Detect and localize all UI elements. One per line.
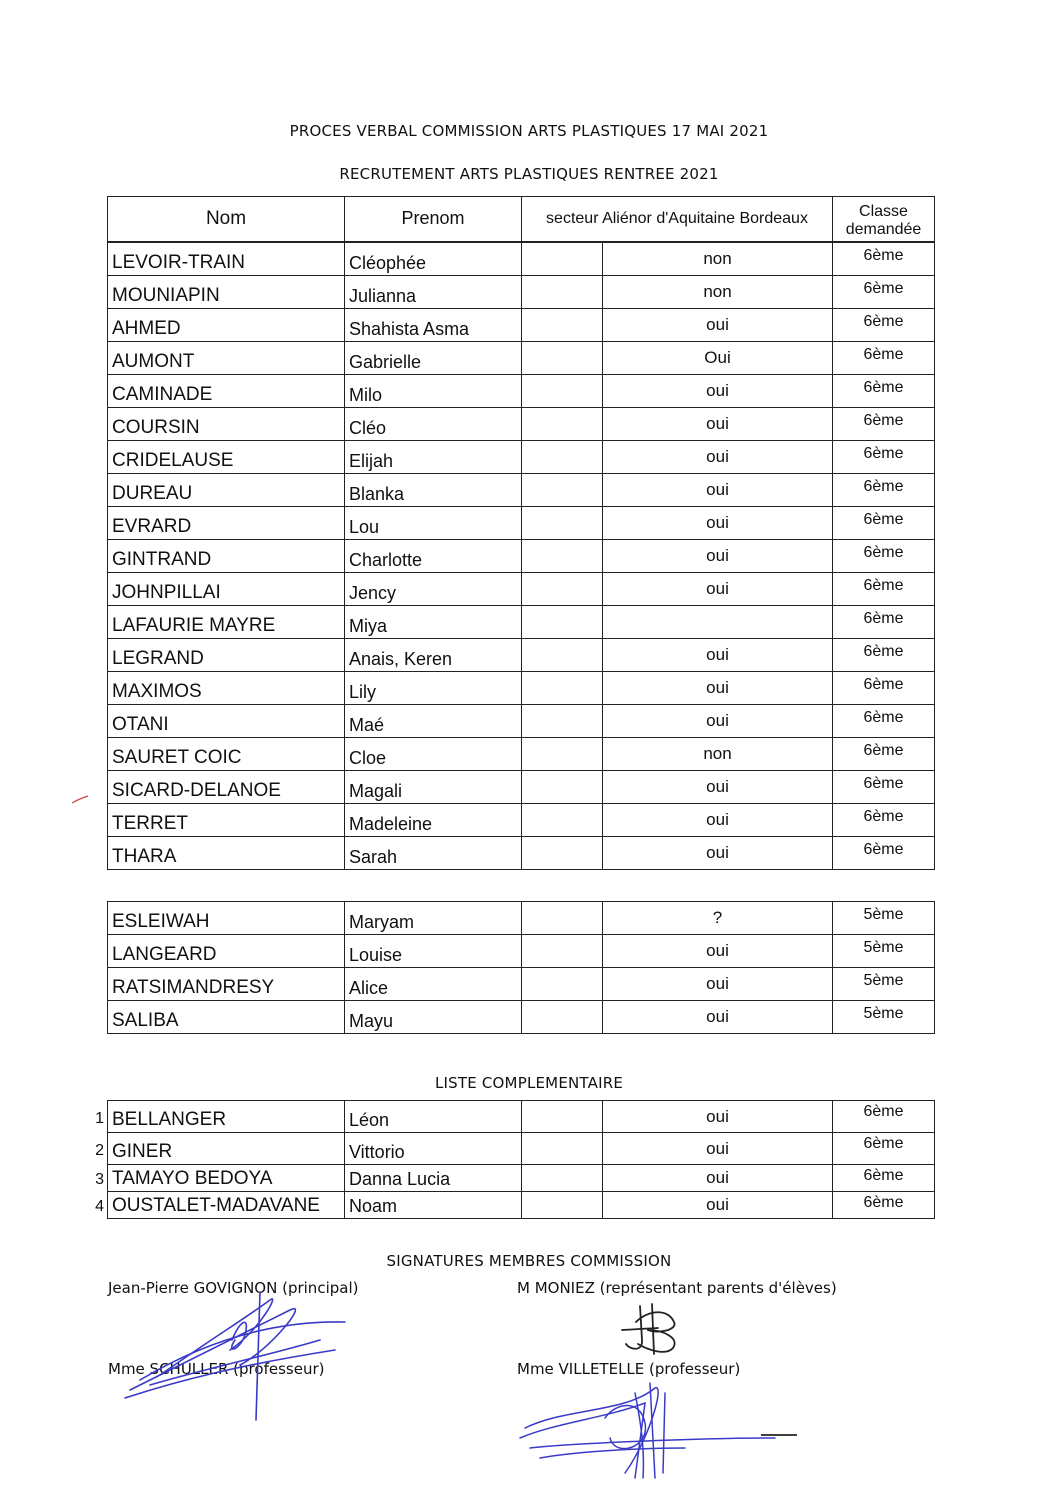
cell-secteur: oui [603,704,833,737]
cell-prenom: Louise [345,935,522,968]
cell-nom: GINER [108,1133,345,1165]
cell-secteur: oui [603,473,833,506]
header-prenom: Prenom [345,197,522,243]
table-row [108,638,935,671]
cell-nom: AHMED [108,308,345,341]
cell-nom: LEGRAND [108,638,345,671]
cell-prenom: Danna Lucia [345,1165,522,1192]
cell-classe: 6ème [833,704,935,737]
cell-secteur: oui [603,770,833,803]
cell-nom: ESLEIWAH [108,902,345,935]
signature-villetelle-image [505,1378,805,1488]
table-row [108,572,935,605]
header-classe-line1: Classe [859,203,908,220]
signatory-principal: Jean-Pierre GOVIGNON (principal) [108,1279,359,1297]
cell-blank [522,803,603,836]
cell-nom: CRIDELAUSE [108,440,345,473]
complementary-list-table [107,1100,935,1219]
cell-blank [522,1001,603,1034]
cell-secteur: ? [603,902,833,935]
cell-nom: OUSTALET-MADAVANE [108,1192,345,1219]
cell-secteur: oui [603,935,833,968]
cell-classe: 5ème [833,902,935,935]
cell-classe: 6ème [833,1192,935,1219]
table-row [108,836,935,869]
recruitment-table-6eme [107,196,935,870]
table-row [108,1192,935,1219]
cell-secteur: oui [603,803,833,836]
cell-classe: 6ème [833,407,935,440]
cell-classe: 6ème [833,374,935,407]
cell-secteur: oui [603,572,833,605]
cell-classe: 6ème [833,341,935,374]
cell-secteur: oui [603,1001,833,1034]
signature-moniez-image [618,1300,688,1360]
table-row [108,341,935,374]
cell-blank [522,308,603,341]
rank-number: 1 [95,1110,104,1127]
cell-secteur: non [603,737,833,770]
cell-prenom: Noam [345,1192,522,1219]
cell-nom: OTANI [108,704,345,737]
header-nom: Nom [108,197,345,243]
cell-secteur: oui [603,671,833,704]
cell-blank [522,1165,603,1192]
cell-blank [522,506,603,539]
complementary-list-title: LISTE COMPLEMENTAIRE [434,1074,624,1092]
signatory-villetelle: Mme VILLETELLE (professeur) [517,1360,741,1378]
rank-number: 3 [95,1171,104,1188]
table-row [108,671,935,704]
cell-prenom: Vittorio [345,1133,522,1165]
cell-prenom: Gabrielle [345,341,522,374]
cell-classe: 6ème [833,638,935,671]
cell-classe: 6ème [833,1165,935,1192]
cell-nom: MOUNIAPIN [108,275,345,308]
cell-nom: LANGEARD [108,935,345,968]
cell-nom: MAXIMOS [108,671,345,704]
header-classe [833,197,935,243]
cell-secteur: oui [603,506,833,539]
cell-prenom: Elijah [345,440,522,473]
cell-prenom: Mayu [345,1001,522,1034]
signatory-schuller: Mme SCHULLER (professeur) [108,1360,325,1378]
cell-classe: 6ème [833,836,935,869]
cell-classe: 6ème [833,242,935,275]
table-row [108,275,935,308]
cell-nom: CAMINADE [108,374,345,407]
cell-blank [522,341,603,374]
cell-blank [522,770,603,803]
table-row [108,1133,935,1165]
table-row [108,902,935,935]
cell-nom: RATSIMANDRESY [108,968,345,1001]
table-row [108,242,935,275]
cell-nom: SICARD-DELANOE [108,770,345,803]
table-row [108,506,935,539]
cell-classe: 6ème [833,671,935,704]
cell-blank [522,1133,603,1165]
cell-secteur: oui [603,1101,833,1133]
cell-secteur [603,605,833,638]
cell-classe: 6ème [833,605,935,638]
table-row [108,407,935,440]
table-row [108,473,935,506]
table-header-row [108,197,935,243]
header-classe-line2: demandée [845,221,922,238]
table-row [108,440,935,473]
cell-blank [522,935,603,968]
cell-nom: BELLANGER [108,1101,345,1133]
cell-secteur: oui [603,407,833,440]
table-row [108,968,935,1001]
cell-secteur: oui [603,539,833,572]
cell-blank [522,407,603,440]
cell-blank [522,374,603,407]
cell-classe: 6ème [833,770,935,803]
cell-prenom: Sarah [345,836,522,869]
table-row [108,704,935,737]
cell-classe: 6ème [833,506,935,539]
cell-secteur: non [603,242,833,275]
cell-classe: 6ème [833,308,935,341]
cell-prenom: Miya [345,605,522,638]
signature-principal-schuller-image [120,1280,360,1420]
cell-nom: GINTRAND [108,539,345,572]
cell-blank [522,572,603,605]
cell-prenom: Cloe [345,737,522,770]
table-row [108,803,935,836]
cell-blank [522,605,603,638]
recruitment-table-5eme [107,901,935,1034]
cell-nom: JOHNPILLAI [108,572,345,605]
cell-blank [522,1192,603,1219]
cell-nom: SALIBA [108,1001,345,1034]
cell-classe: 6ème [833,737,935,770]
cell-nom: SAURET COIC [108,737,345,770]
header-secteur: secteur Aliénor d'Aquitaine Bordeaux [522,197,833,243]
cell-classe: 6ème [833,440,935,473]
cell-blank [522,836,603,869]
cell-secteur: non [603,275,833,308]
cell-prenom: Maé [345,704,522,737]
cell-prenom: Alice [345,968,522,1001]
cell-secteur: oui [603,1165,833,1192]
cell-nom: COURSIN [108,407,345,440]
cell-blank [522,275,603,308]
cell-secteur: oui [603,1192,833,1219]
cell-secteur: Oui [603,341,833,374]
cell-classe: 6ème [833,1101,935,1133]
cell-classe: 6ème [833,539,935,572]
cell-blank [522,473,603,506]
cell-classe: 6ème [833,1133,935,1165]
table-row [108,374,935,407]
cell-secteur: oui [603,308,833,341]
cell-prenom: Cléo [345,407,522,440]
cell-prenom: Maryam [345,902,522,935]
document-title: PROCES VERBAL COMMISSION ARTS PLASTIQUES 17 MAI 2021 [289,122,769,140]
cell-prenom: Blanka [345,473,522,506]
cell-classe: 6ème [833,803,935,836]
table-row [108,1101,935,1133]
cell-prenom: Anais, Keren [345,638,522,671]
signatory-parents: M MONIEZ (représentant parents d'élèves) [517,1279,837,1297]
cell-prenom: Jency [345,572,522,605]
cell-prenom: Magali [345,770,522,803]
cell-blank [522,704,603,737]
cell-prenom: Cléophée [345,242,522,275]
document-subtitle: RECRUTEMENT ARTS PLASTIQUES RENTREE 2021 [339,165,719,183]
stray-mark [70,794,90,806]
signatures-title: SIGNATURES MEMBRES COMMISSION [386,1252,672,1270]
cell-secteur: oui [603,374,833,407]
cell-nom: TAMAYO BEDOYA [108,1165,345,1192]
rank-number: 2 [95,1142,104,1159]
cell-prenom: Lou [345,506,522,539]
cell-nom: AUMONT [108,341,345,374]
cell-prenom: Shahista Asma [345,308,522,341]
table-row [108,539,935,572]
cell-nom: THARA [108,836,345,869]
cell-blank [522,968,603,1001]
table-row [108,605,935,638]
cell-blank [522,737,603,770]
cell-classe: 5ème [833,968,935,1001]
cell-prenom: Milo [345,374,522,407]
cell-classe: 6ème [833,572,935,605]
table-row [108,935,935,968]
cell-blank [522,671,603,704]
cell-classe: 6ème [833,275,935,308]
cell-secteur: oui [603,836,833,869]
cell-blank [522,539,603,572]
table-row [108,1001,935,1034]
cell-blank [522,242,603,275]
rank-number: 4 [95,1198,104,1215]
cell-blank [522,1101,603,1133]
cell-nom: LAFAURIE MAYRE [108,605,345,638]
cell-secteur: oui [603,1133,833,1165]
cell-classe: 6ème [833,473,935,506]
cell-nom: DUREAU [108,473,345,506]
cell-blank [522,638,603,671]
cell-classe: 5ème [833,935,935,968]
cell-secteur: oui [603,968,833,1001]
cell-classe: 5ème [833,1001,935,1034]
cell-prenom: Julianna [345,275,522,308]
cell-prenom: Léon [345,1101,522,1133]
table-row [108,770,935,803]
cell-secteur: oui [603,638,833,671]
cell-blank [522,902,603,935]
cell-prenom: Charlotte [345,539,522,572]
table-row [108,1165,935,1192]
cell-nom: EVRARD [108,506,345,539]
cell-nom: LEVOIR-TRAIN [108,242,345,275]
cell-prenom: Madeleine [345,803,522,836]
table-row [108,308,935,341]
cell-prenom: Lily [345,671,522,704]
cell-blank [522,440,603,473]
cell-nom: TERRET [108,803,345,836]
table-row [108,737,935,770]
cell-secteur: oui [603,440,833,473]
